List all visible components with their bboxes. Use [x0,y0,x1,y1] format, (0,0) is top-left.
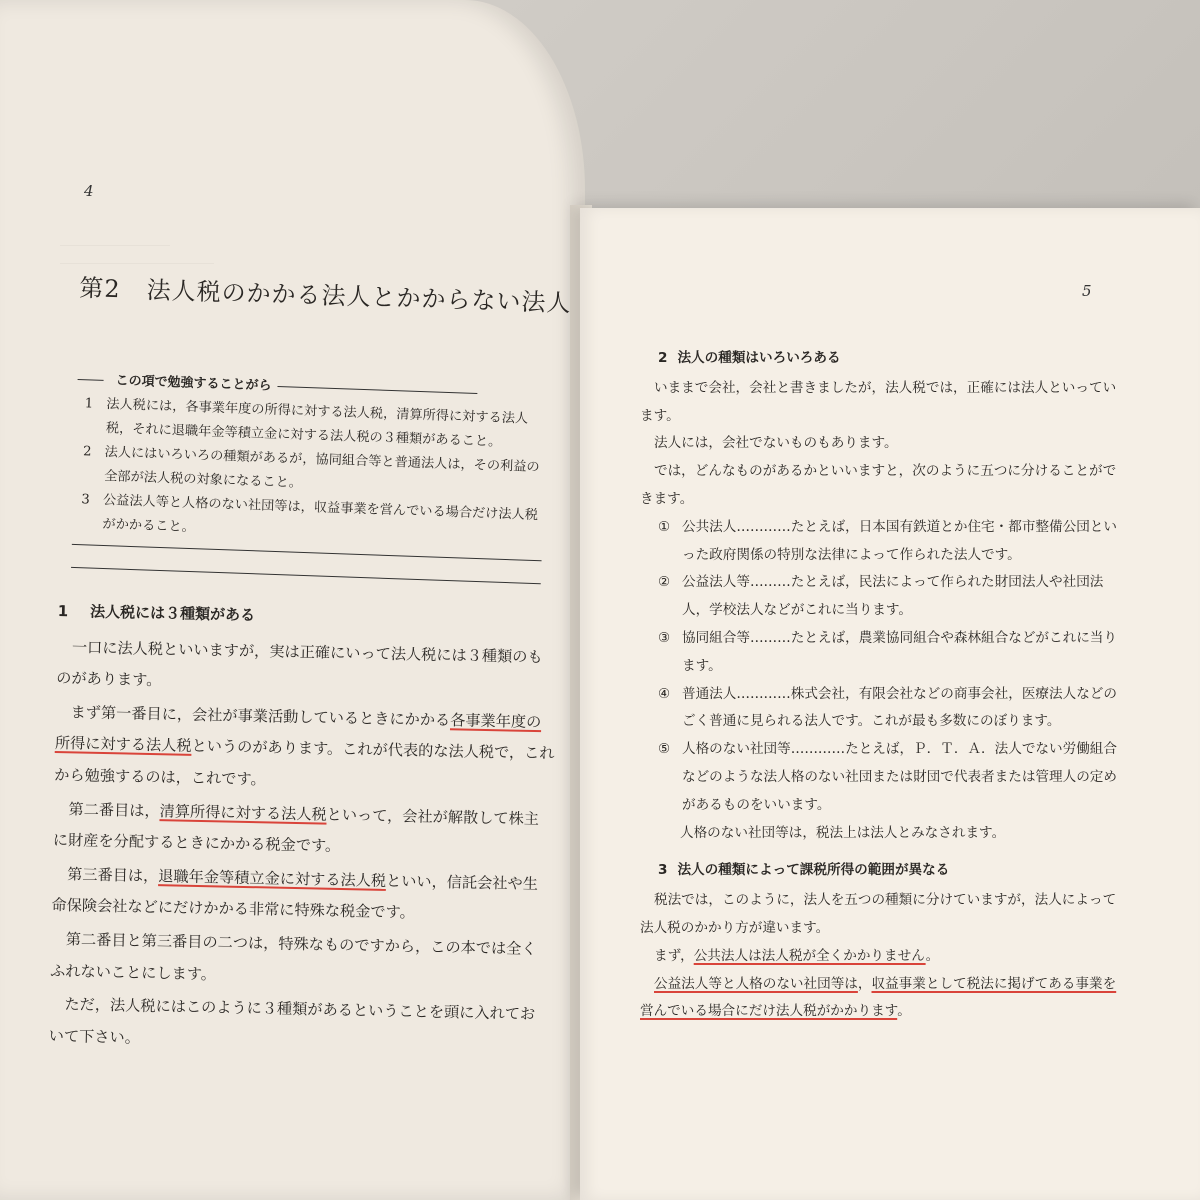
list-item [640,625,1125,681]
paragraph [640,971,1125,1027]
section-1 [48,596,557,1065]
text-run: というのがあります。これが代表的な法人税で，これから勉強するのは，これです。 [54,737,555,789]
list-marker: ④ [658,685,671,702]
text-run: まず， [654,947,694,964]
paragraph [51,859,552,933]
page-number-left: 4 [84,182,94,200]
paragraph: 一口に法人税といいますが，実は正確にいって法人税には３種類のものがあります。 [56,637,543,690]
list-item [640,569,1125,625]
text-run: ， [857,975,872,992]
list-item [640,514,1125,570]
list-item-text: 公益法人等………たとえば，民法によって作られた財団法人や社団法人，学校法人などがこれに当ります。 [682,574,1104,619]
paragraph: では，どんなものがあるかといいますと，次のように五つに分けることができます。 [640,463,1117,507]
list-item-text: 人格のない社団等…………たとえば，Ｐ．Ｔ．Ａ．法人でない労働組合などのような法人格のない社団または財団で代表者または管理人の定めがあるものをいいます。 [682,741,1117,813]
underlined-text: 各事業年度の所得に対する法人税 [54,711,542,756]
study-item-text: 法人にはいろいろの種類があるが，協同組合等と普通法人は，その利益の全部が法人税の対象になること。 [103,444,540,491]
list-marker: ⑤ [658,741,671,758]
section-heading-text: 法人税には３種類がある [89,602,256,625]
section-number: 1 [57,601,69,621]
paragraph [53,794,554,868]
text-run: といい，信託会社や生命保険会社などにだけかかる非常に特殊な税金です。 [51,871,539,922]
list-item [640,736,1125,819]
study-caption-text: この項で勉強することがら [115,373,272,394]
list-marker: ③ [658,629,671,646]
list-item-text: 普通法人…………株式会社，有限会社などの商事会社，医療法人などのごく普通に見られる法人です。これが最も多数にのぼります。 [682,685,1117,730]
paragraph [640,943,1125,971]
study-item-text: 法人税には，各事業年度の所得に対する法人税，清算所得に対する法人税，それに退職年金等積立金に対する法人税の３種類があること。 [105,397,529,450]
text-run: まず第一番目に，会社が事業活動しているときにかかる [70,703,451,730]
paragraph: 人格のない社団等は，税法上は法人とみなされます。 [680,824,1006,841]
study-points-box [71,368,548,584]
spacer [640,847,1125,857]
underlined-text: 退職年金等積立金に対する法人税 [158,866,387,890]
caption-rule [78,379,104,381]
section-heading [640,345,1125,373]
chapter-title-text: 法人税のかかる法人とかからない法人 [146,276,572,318]
text-run: 。 [897,1003,911,1020]
study-item-text: 公益法人等と人格のない社団等は，収益事業を営んでいる場合だけ法人税がかかること。 [102,492,539,536]
section-heading [640,857,1125,885]
text-run: 第三番目は， [66,865,159,885]
list-item-text: 協同組合等………たとえば，農業協同組合や森林組合などがこれに当ります。 [682,629,1117,674]
underlined-text: 公共法人は法人税が全くかかりません [693,947,926,964]
study-item-number: 2 [82,444,92,460]
show-through-text: ＿＿＿＿＿＿＿＿＿＿＿＿＿＿ [60,252,214,265]
underlined-text: 公益法人等と人格のない社団等は [654,975,858,992]
text-run: といって，会社が解散して株主に財産を分配するときにかかる税金です。 [52,805,540,856]
text-run: 第二番目は， [68,799,160,820]
list-item [640,681,1125,737]
paragraph: 税法では，このように，法人を五つの種類に分けていますが，法人によって法人税のかかり方が違います。 [640,892,1117,936]
paragraph: ただ，法人税にはこのように３種類があるということを頭に入れておいて下さい。 [48,995,536,1047]
section-number: 3 [658,862,668,879]
paragraph [54,697,556,802]
caption-rule [277,386,477,394]
section-heading-text: 法人の種類はいろいろある [677,350,841,366]
right-column [640,345,1125,1026]
paragraph: いままで会社，会社と書きましたが，法人税では，正確には法人といっています。 [640,379,1117,424]
study-item-number: 1 [84,396,94,412]
paragraph: 第二番目と第三番目の二つは，特殊なものですから，この本では全くふれないことにします。 [49,930,537,983]
show-through-text: ＿＿＿＿＿＿＿＿＿＿ [60,234,170,247]
text-run: 。 [925,947,940,964]
chapter-number: 第2 [78,273,122,304]
list-marker: ① [658,518,671,535]
section-heading-text: 法人の種類によって課税所得の範囲が異なる [677,862,950,879]
page-number-right: 5 [1082,282,1092,300]
study-item-number: 3 [81,492,91,508]
list-item-text: 公共法人…………たとえば，日本国有鉄道とか住宅・都市整備公団といった政府関係の特別な法律によって作られた法人です。 [682,518,1117,563]
underlined-text: 収益事業として税法に掲げてある事業を営んでいる場合にだけ法人税がかかります [640,975,1117,1020]
section-number: 2 [658,350,668,366]
list-marker: ② [658,574,671,591]
paragraph: 法人には，会社でないものもあります。 [654,435,898,452]
underlined-text: 清算所得に対する法人税 [159,801,327,824]
